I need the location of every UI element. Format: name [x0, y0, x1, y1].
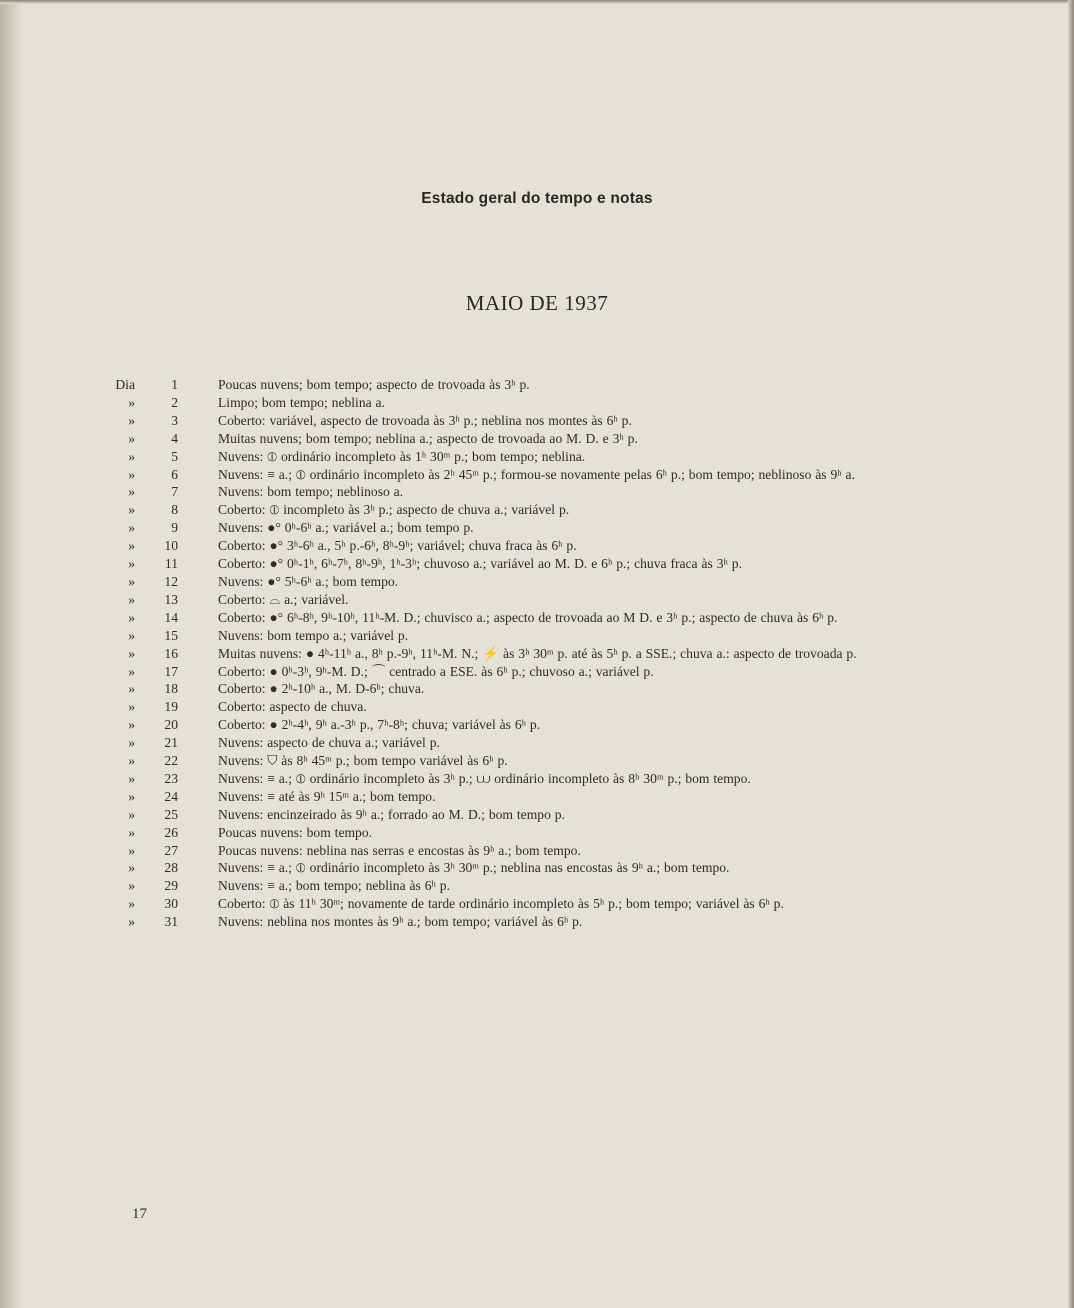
day-number: 16: [164, 645, 178, 661]
day-label: »: [128, 502, 135, 518]
weather-note: Coberto: ● 0ʰ-3ʰ, 9ʰ-M. D.; ⌒ centrado a ESE. às 6ʰ p.; chuvoso a.; variável p.: [218, 663, 654, 679]
list-item: [0, 591, 1074, 609]
list-item: [0, 859, 1074, 877]
weather-note: Nuvens: bom tempo a.; variável p.: [218, 627, 409, 643]
weather-note: Poucas nuvens: neblina nas serras e encostas às 9ʰ a.; bom tempo.: [218, 842, 581, 858]
day-number: 29: [164, 878, 178, 894]
day-label: »: [128, 824, 135, 840]
weather-note: Coberto: ●° 6ʰ-8ʰ, 9ʰ-10ʰ, 11ʰ-M. D.; chuvisco a.; aspecto de trovoada ao M D. e 3ʰ p.; aspecto de chuva às 6ʰ p.: [218, 609, 838, 625]
weather-note: Nuvens: aspecto de chuva a.; variável p.: [218, 735, 440, 751]
day-number: 21: [164, 735, 178, 751]
day-label: »: [128, 520, 135, 536]
day-label: »: [128, 412, 135, 428]
day-number: 25: [164, 806, 178, 822]
day-label: »: [128, 842, 135, 858]
day-number: 17: [164, 663, 178, 679]
list-item: [0, 645, 1074, 663]
day-number: 18: [164, 681, 178, 697]
weather-note: Nuvens: ≡ a.; ⦶ ordinário incompleto às 3ʰ 30ᵐ p.; neblina nas encostas às 9ʰ a.; bom tempo.: [218, 860, 730, 876]
list-item: [0, 806, 1074, 824]
page-top-edge: [0, 0, 1074, 4]
weather-note: Muitas nuvens; bom tempo; neblina a.; aspecto de trovoada ao M. D. e 3ʰ p.: [218, 430, 638, 446]
daily-entries-list: [0, 376, 1074, 931]
list-item: [0, 483, 1074, 501]
day-label: »: [128, 717, 135, 733]
list-item: [0, 716, 1074, 734]
section-heading: Estado geral do tempo e notas: [421, 190, 653, 207]
day-number: 13: [164, 591, 178, 607]
day-label: »: [128, 681, 135, 697]
list-item: [0, 627, 1074, 645]
weather-note: Coberto: ⦶ incompleto às 3ʰ p.; aspecto de chuva a.; variável p.: [218, 502, 570, 518]
day-number: 5: [171, 448, 178, 464]
list-item: [0, 877, 1074, 895]
day-number: 2: [171, 394, 178, 410]
list-item: [0, 537, 1074, 555]
list-item: [0, 448, 1074, 466]
list-item: [0, 680, 1074, 698]
list-item: [0, 770, 1074, 788]
day-number: 27: [164, 842, 178, 858]
weather-note: Coberto: ⌓ a.; variável.: [218, 591, 349, 607]
list-item: [0, 698, 1074, 716]
weather-note: Coberto: ●° 3ʰ-6ʰ a., 5ʰ p.-6ʰ, 8ʰ-9ʰ; variável; chuva fraca às 6ʰ p.: [218, 538, 577, 554]
list-item: [0, 788, 1074, 806]
day-number: 3: [171, 412, 178, 428]
weather-note: Nuvens: bom tempo; neblinoso a.: [218, 484, 404, 500]
day-number: 26: [164, 824, 178, 840]
weather-note: Limpo; bom tempo; neblina a.: [218, 394, 385, 410]
list-item: [0, 394, 1074, 412]
day-number: 4: [171, 430, 178, 446]
day-number: 31: [164, 914, 178, 930]
day-number: 10: [164, 538, 178, 554]
day-number: 12: [164, 573, 178, 589]
day-label: »: [128, 573, 135, 589]
list-item: [0, 466, 1074, 484]
weather-note: Nuvens: ≡ a.; ⦶ ordinário incompleto às 2ʰ 45ᵐ p.; formou-se novamente pelas 6ʰ p.; bom tempo; neblinoso às 9ʰ a.: [218, 466, 855, 482]
weather-note: Poucas nuvens: bom tempo.: [218, 824, 373, 840]
day-number: 1: [171, 377, 178, 392]
list-item: [0, 412, 1074, 430]
day-label: »: [128, 591, 135, 607]
day-number: 7: [171, 484, 178, 500]
day-number: 15: [164, 627, 178, 643]
day-label: »: [128, 609, 135, 625]
weather-note: Coberto: ⦶ às 11ʰ 30ᵐ; novamente de tarde ordinário incompleto às 5ʰ p.; bom tempo; variável às 6ʰ p.: [218, 896, 784, 912]
list-item: [0, 663, 1074, 681]
day-label: »: [128, 394, 135, 410]
day-label: »: [128, 466, 135, 482]
list-item: [0, 519, 1074, 537]
list-item: [0, 824, 1074, 842]
weather-note: Poucas nuvens; bom tempo; aspecto de trovoada às 3ʰ p.: [218, 377, 530, 392]
weather-note: Nuvens: ●° 5ʰ-6ʰ a.; bom tempo.: [218, 573, 399, 589]
list-item: [0, 376, 1074, 394]
day-label: »: [128, 448, 135, 464]
day-number: 24: [164, 788, 178, 804]
weather-note: Nuvens: encinzeirado às 9ʰ a.; forrado ao M. D.; bom tempo p.: [218, 806, 565, 822]
day-number: 11: [164, 556, 178, 572]
day-label: »: [128, 806, 135, 822]
list-item: [0, 752, 1074, 770]
page-number: 17: [132, 1206, 147, 1222]
weather-note: Muitas nuvens: ● 4ʰ-11ʰ a., 8ʰ p.-9ʰ, 11ʰ-M. N.; ⚡ às 3ʰ 30ᵐ p. até às 5ʰ p. a SSE.; chuva a.: aspecto de trovoada p.: [218, 645, 857, 661]
weather-note: Nuvens: ≡ a.; ⦶ ordinário incompleto às 3ʰ p.; ⩊ ordinário incompleto às 8ʰ 30ᵐ p.; bom tempo.: [218, 770, 751, 786]
list-item: [0, 573, 1074, 591]
day-label: »: [128, 753, 135, 769]
weather-note: Nuvens: ≡ até às 9ʰ 15ᵐ a.; bom tempo.: [218, 788, 436, 804]
day-label: »: [128, 860, 135, 876]
weather-note: Nuvens: ≡ a.; bom tempo; neblina às 6ʰ p.: [218, 878, 450, 894]
day-number: 14: [164, 609, 178, 625]
day-label: »: [128, 770, 135, 786]
list-item: [0, 913, 1074, 931]
day-number: 30: [164, 896, 178, 912]
day-label: »: [128, 699, 135, 715]
day-number: 28: [164, 860, 178, 876]
weather-note: Coberto: variável, aspecto de trovoada às 3ʰ p.; neblina nos montes às 6ʰ p.: [218, 412, 632, 428]
month-title: MAIO DE 1937: [465, 291, 609, 315]
weather-note: Coberto: ●° 0ʰ-1ʰ, 6ʰ-7ʰ, 8ʰ-9ʰ, 1ʰ-3ʰ; chuvoso a.; variável ao M. D. e 6ʰ p.; chuva fraca às 3ʰ p.: [218, 556, 742, 572]
list-item: [0, 609, 1074, 627]
day-label: »: [128, 896, 135, 912]
weather-note: Nuvens: ⛉ às 8ʰ 45ᵐ p.; bom tempo variável às 6ʰ p.: [218, 753, 508, 769]
list-item: [0, 555, 1074, 573]
day-number: 9: [171, 520, 178, 536]
day-label: »: [128, 538, 135, 554]
day-label: »: [128, 484, 135, 500]
day-label: »: [128, 430, 135, 446]
day-label: »: [128, 627, 135, 643]
day-label: »: [128, 663, 135, 679]
day-label: »: [128, 914, 135, 930]
day-label: »: [128, 878, 135, 894]
list-item: [0, 734, 1074, 752]
list-item: [0, 430, 1074, 448]
list-item: [0, 895, 1074, 913]
day-label: »: [128, 556, 135, 572]
weather-note: Nuvens: ●° 0ʰ-6ʰ a.; variável a.; bom tempo p.: [218, 520, 474, 536]
weather-note: Coberto: ● 2ʰ-10ʰ a., M. D-6ʰ; chuva.: [218, 681, 425, 697]
day-number: 22: [164, 753, 178, 769]
day-number: 8: [171, 502, 178, 518]
day-number: 6: [171, 466, 178, 482]
weather-note: Coberto: aspecto de chuva.: [218, 699, 367, 715]
weather-note: Nuvens: ⦶ ordinário incompleto às 1ʰ 30ᵐ p.; bom tempo; neblina.: [218, 448, 586, 464]
list-item: [0, 501, 1074, 519]
day-label: »: [128, 645, 135, 661]
day-number: 20: [164, 717, 178, 733]
day-number: 19: [164, 699, 178, 715]
day-label: »: [128, 735, 135, 751]
weather-note: Coberto: ● 2ʰ-4ʰ, 9ʰ a.-3ʰ p., 7ʰ-8ʰ; chuva; variável às 6ʰ p.: [218, 717, 541, 733]
day-number: 23: [164, 770, 178, 786]
day-label: »: [128, 788, 135, 804]
list-item: [0, 842, 1074, 860]
day-label: Dia: [115, 377, 135, 392]
weather-note: Nuvens: neblina nos montes às 9ʰ a.; bom tempo; variável às 6ʰ p.: [218, 914, 583, 930]
